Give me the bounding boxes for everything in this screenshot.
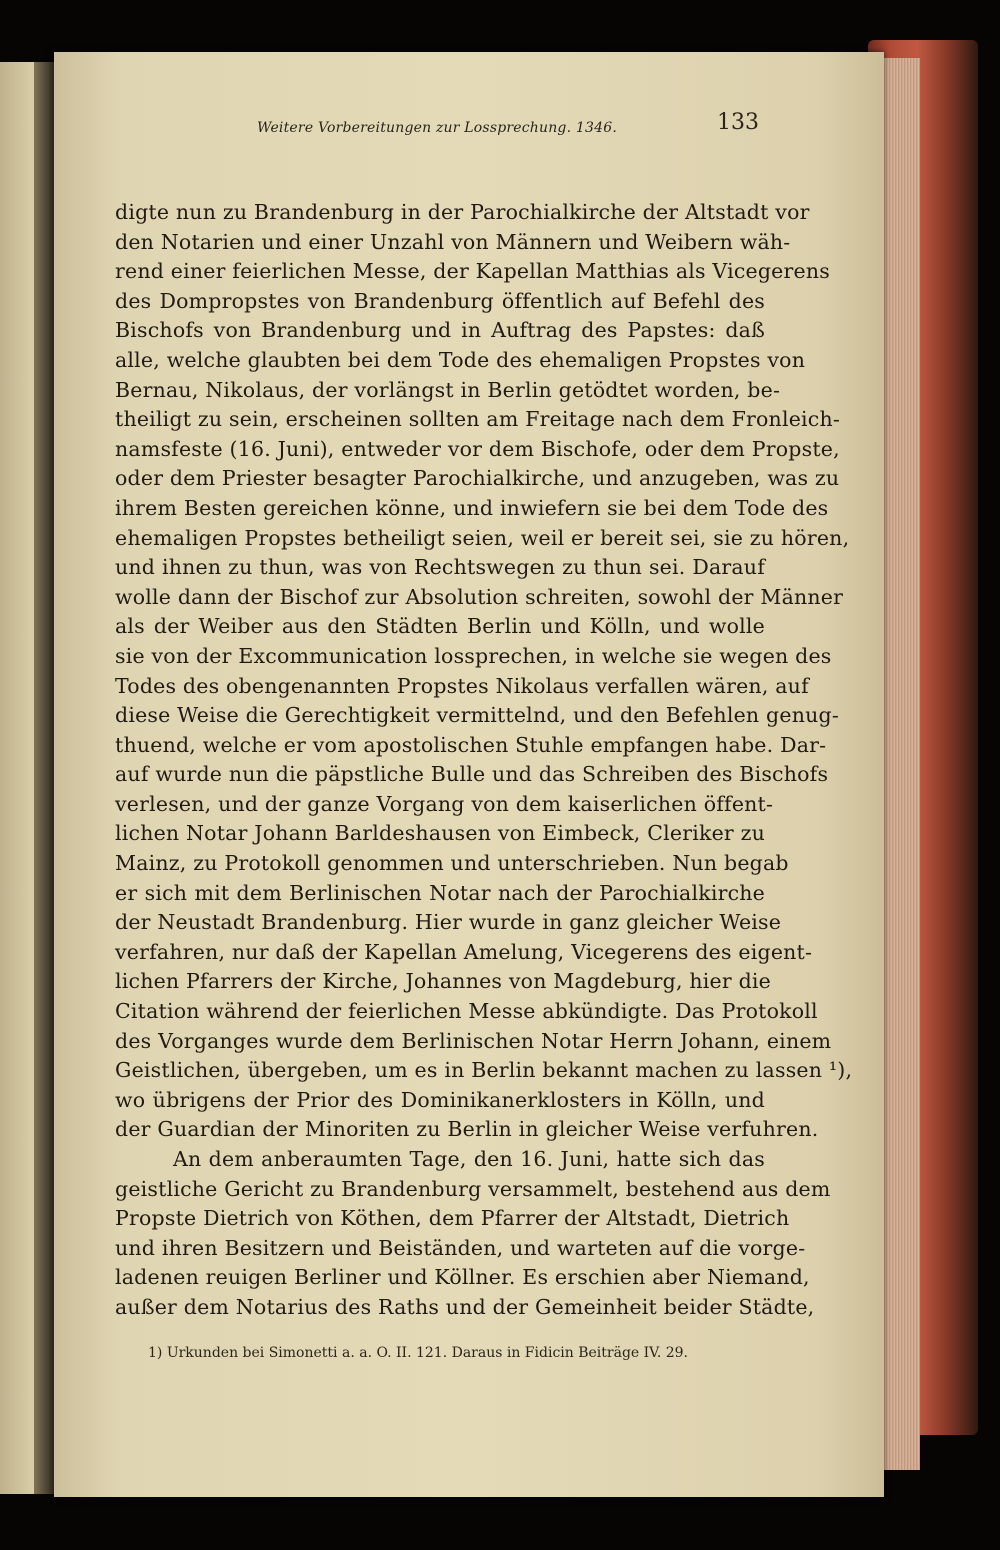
text-line: der Neustadt Brandenburg. Hier wurde in ganz gleicher Weise — [115, 910, 782, 935]
text-line: lichen Notar Johann Barldeshausen von Eimbeck, Cleriker zu — [115, 821, 766, 846]
text-line: alle, welche glaubten bei dem Tode des ehemaligen Propstes von — [115, 347, 806, 372]
text-line: er sich mit dem Berlinischen Notar nach der Parochialkirche — [115, 880, 765, 905]
text-line: thuend, welche er vom apostolischen Stuhle empfangen habe. Dar- — [115, 732, 827, 757]
text-line: als der Weiber aus den Städten Berlin und Kölln, und wolle — [115, 614, 765, 639]
text-line: Geistlichen, übergeben, um es in Berlin bekannt machen zu lassen ¹), — [115, 1058, 853, 1083]
text-line: namsfeste (16. Juni), entweder vor dem Bischofe, oder dem Propste, — [115, 436, 840, 461]
text-line: Bernau, Nikolaus, der vorlängst in Berlin getödtet worden, be- — [115, 377, 781, 402]
running-head: Weitere Vorbereitungen zur Lossprechung. 1346. — [257, 120, 617, 136]
text-line: verlesen, und der ganze Vorgang von dem kaiserlichen öffent- — [115, 791, 774, 816]
text-line: sie von der Excommunication lossprechen, in welche sie wegen des — [115, 643, 832, 668]
text-line: rend einer feierlichen Messe, der Kapellan Matthias als Vicegerens — [115, 259, 830, 284]
text-line: verfahren, nur daß der Kapellan Amelung, Vicegerens des eigent- — [115, 939, 813, 964]
text-line: und ihren Besitzern und Beiständen, und warteten auf die vorge- — [115, 1235, 806, 1260]
text-line: Mainz, zu Protokoll genommen und unterschrieben. Nun begab — [115, 851, 789, 876]
text-line: lichen Pfarrers der Kirche, Johannes von Magdeburg, hier die — [115, 969, 771, 994]
footnote: 1) Urkunden bei Simonetti a. a. O. II. 121. Daraus in Fidicin Beiträge IV. 29. — [148, 1345, 688, 1361]
text-line: digte nun zu Brandenburg in der Parochialkirche der Altstadt vor — [115, 200, 810, 224]
text-line: Todes des obengenannten Propstes Nikolaus verfallen wären, auf — [115, 673, 809, 698]
text-line: wo übrigens der Prior des Dominikanerklosters in Kölln, und — [115, 1087, 765, 1112]
page-number: 133 — [717, 110, 759, 135]
text-line: An dem anberaumten Tage, den 16. Juni, hatte sich das — [173, 1147, 765, 1171]
text-line: des Dompropstes von Brandenburg öffentlich auf Befehl des — [115, 288, 765, 313]
text-line: Bischofs von Brandenburg und in Auftrag des Papstes: daß — [115, 318, 765, 343]
text-line: den Notarien und einer Unzahl von Männern und Weibern wäh- — [115, 229, 791, 254]
page-header — [205, 110, 765, 146]
text-line: oder dem Priester besagter Parochialkirche, und anzugeben, was zu — [115, 466, 840, 491]
text-line: ehemaligen Propstes betheiligt seien, weil er bereit sei, sie zu hören, — [115, 525, 850, 550]
body-text — [115, 198, 853, 1323]
text-line: der Guardian der Minoriten zu Berlin in gleicher Weise verfuhren. — [115, 1117, 819, 1142]
text-line: Citation während der feierlichen Messe abkündigte. Das Protokoll — [115, 999, 818, 1024]
text-line: diese Weise die Gerechtigkeit vermittelnd, und den Befehlen genug- — [115, 703, 839, 728]
text-line: ladenen reuigen Berliner und Köllner. Es erschien aber Niemand, — [115, 1265, 810, 1290]
text-line: und ihnen zu thun, was von Rechtswegen zu thun sei. Darauf — [115, 555, 765, 580]
text-line: wolle dann der Bischof zur Absolution schreiten, sowohl der Männer — [115, 584, 844, 609]
text-line: theiligt zu sein, erscheinen sollten am Freitage nach dem Fronleich- — [115, 407, 841, 432]
text-line: ihrem Besten gereichen könne, und inwiefern sie bei dem Tode des — [115, 495, 829, 520]
text-line: geistliche Gericht zu Brandenburg versammelt, bestehend aus dem — [115, 1176, 831, 1201]
text-line: des Vorganges wurde dem Berlinischen Notar Herrn Johann, einem — [115, 1028, 832, 1053]
text-line: auf wurde nun die päpstliche Bulle und das Schreiben des Bischofs — [115, 762, 829, 787]
text-line: außer dem Notarius des Raths und der Gemeinheit beider Städte, — [115, 1294, 815, 1319]
text-line: Propste Dietrich von Köthen, dem Pfarrer der Altstadt, Dietrich — [115, 1206, 790, 1231]
